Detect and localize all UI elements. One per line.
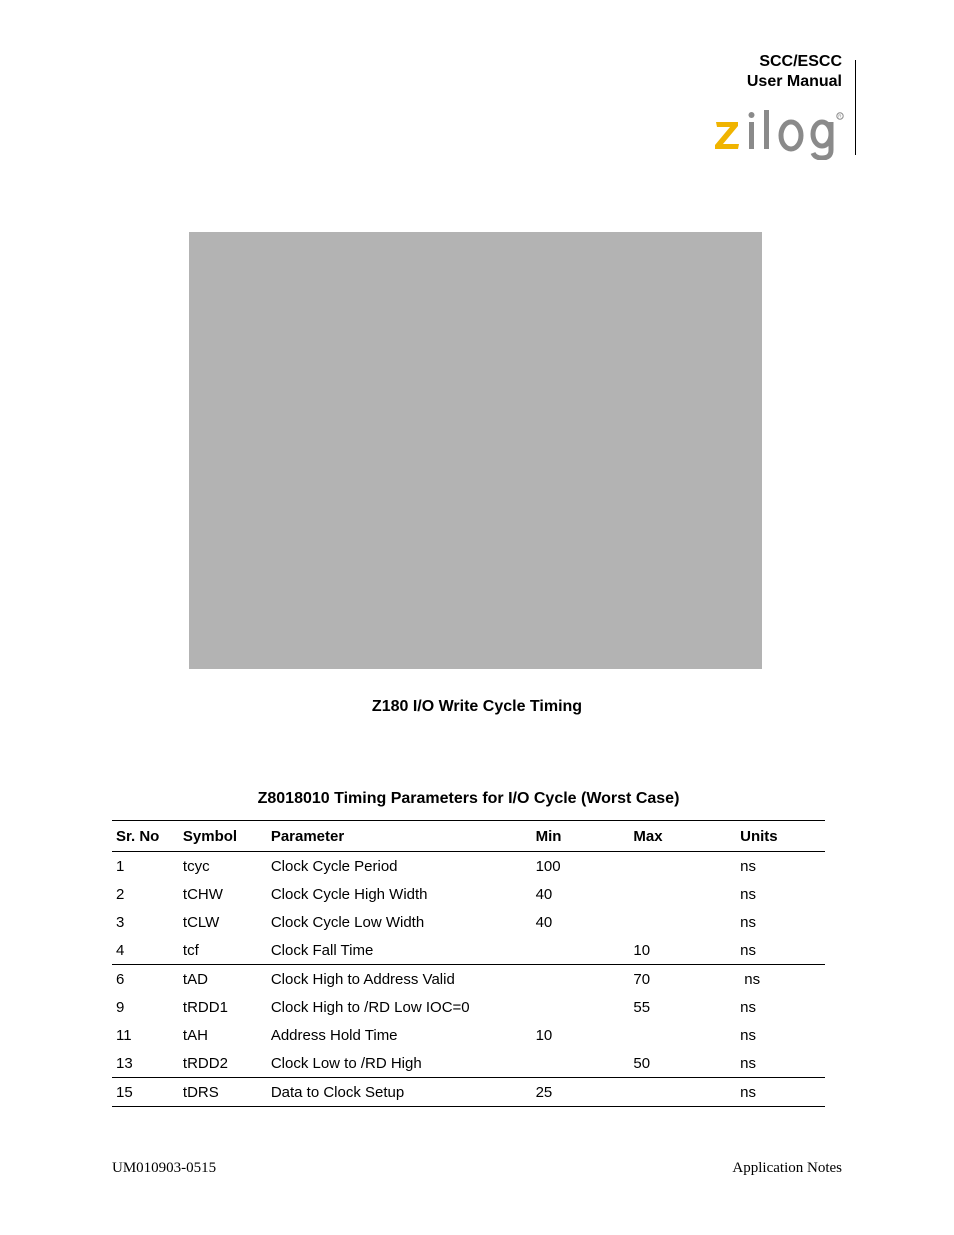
timing-diagram-placeholder (189, 232, 762, 669)
cell-symbol: tDRS (182, 1083, 219, 1101)
cell-units: ns (740, 913, 756, 931)
cell-units: ns (740, 970, 761, 988)
cell-sr-no: 1 (116, 857, 125, 875)
cell-min (532, 1049, 630, 1078)
cell-min (532, 936, 630, 965)
cell-sr-no: 3 (116, 913, 125, 931)
cell-min: 10 (535, 1026, 553, 1044)
footer-section-name: Application Notes (732, 1160, 842, 1176)
svg-text:R: R (838, 113, 842, 119)
cell-max (629, 908, 736, 936)
column-header-max: Max (633, 827, 663, 845)
cell-max (629, 852, 736, 881)
table-row (112, 852, 825, 881)
cell-parameter: Clock Fall Time (270, 941, 374, 959)
cell-symbol: tcyc (182, 857, 210, 875)
cell-sr-no: 9 (116, 998, 125, 1016)
table-row (112, 993, 825, 1021)
cell-units: ns (740, 998, 756, 1016)
table-row (112, 1049, 825, 1078)
cell-symbol: tCHW (182, 885, 223, 903)
cell-symbol: tCLW (182, 913, 220, 931)
cell-min: 40 (535, 913, 553, 931)
cell-symbol: tRDD2 (182, 1054, 228, 1072)
cell-parameter: Clock Cycle Low Width (270, 913, 425, 931)
header-vertical-rule (855, 60, 856, 155)
cell-sr-no: 13 (116, 1054, 133, 1072)
table-caption: Z8018010 Timing Parameters for I/O Cycle (Worst Case) (257, 790, 680, 807)
timing-parameters-table (112, 820, 825, 1107)
cell-symbol: tAD (182, 970, 208, 988)
cell-min: 40 (535, 885, 553, 903)
cell-sr-no: 6 (116, 970, 125, 988)
cell-parameter: Data to Clock Setup (270, 1083, 405, 1101)
column-header-min: Min (535, 827, 562, 845)
table-row (112, 880, 825, 908)
cell-max: 70 (633, 970, 651, 988)
cell-units: ns (740, 885, 756, 903)
cell-parameter: Clock High to Address Valid (270, 970, 455, 988)
cell-max (629, 880, 736, 908)
cell-sr-no: 15 (116, 1083, 133, 1101)
cell-units: ns (740, 941, 756, 959)
cell-units: ns (740, 1026, 756, 1044)
cell-min (532, 965, 630, 994)
cell-max (629, 1021, 736, 1049)
table-row (112, 1078, 825, 1107)
cell-symbol: tcf (182, 941, 199, 959)
cell-parameter: Clock High to /RD Low IOC=0 (270, 998, 470, 1016)
table-row (112, 965, 825, 994)
cell-max: 10 (633, 941, 651, 959)
cell-min (532, 993, 630, 1021)
table-row (112, 1021, 825, 1049)
column-header-parameter: Parameter (270, 827, 345, 845)
cell-parameter: Clock Low to /RD High (270, 1054, 422, 1072)
column-header-sr-no: Sr. No (116, 827, 160, 845)
cell-min: 100 (535, 857, 561, 875)
header-line-1: SCC/ESCC (759, 53, 842, 70)
column-header-symbol: Symbol (182, 827, 238, 845)
header-line-2: User Manual (746, 73, 842, 90)
document-header-title (747, 52, 842, 92)
zilog-logo (712, 102, 846, 160)
cell-units: ns (740, 1083, 756, 1101)
figure-caption: Z180 I/O Write Cycle Timing (371, 698, 583, 715)
cell-sr-no: 4 (116, 941, 125, 959)
table-row (112, 908, 825, 936)
cell-parameter: Address Hold Time (270, 1026, 398, 1044)
cell-units: ns (740, 1054, 756, 1072)
cell-min: 25 (535, 1083, 553, 1101)
cell-parameter: Clock Cycle High Width (270, 885, 428, 903)
table-header-row (112, 821, 825, 852)
footer-document-id: UM010903-0515 (112, 1160, 217, 1176)
cell-sr-no: 11 (116, 1026, 132, 1044)
cell-symbol: tAH (182, 1026, 208, 1044)
cell-sr-no: 2 (116, 885, 125, 903)
cell-max: 50 (633, 1054, 651, 1072)
column-header-units: Units (740, 827, 778, 845)
cell-max: 55 (633, 998, 651, 1016)
cell-parameter: Clock Cycle Period (270, 857, 398, 875)
table-row (112, 936, 825, 965)
cell-max (629, 1078, 736, 1107)
cell-symbol: tRDD1 (182, 998, 228, 1016)
cell-units: ns (740, 857, 756, 875)
